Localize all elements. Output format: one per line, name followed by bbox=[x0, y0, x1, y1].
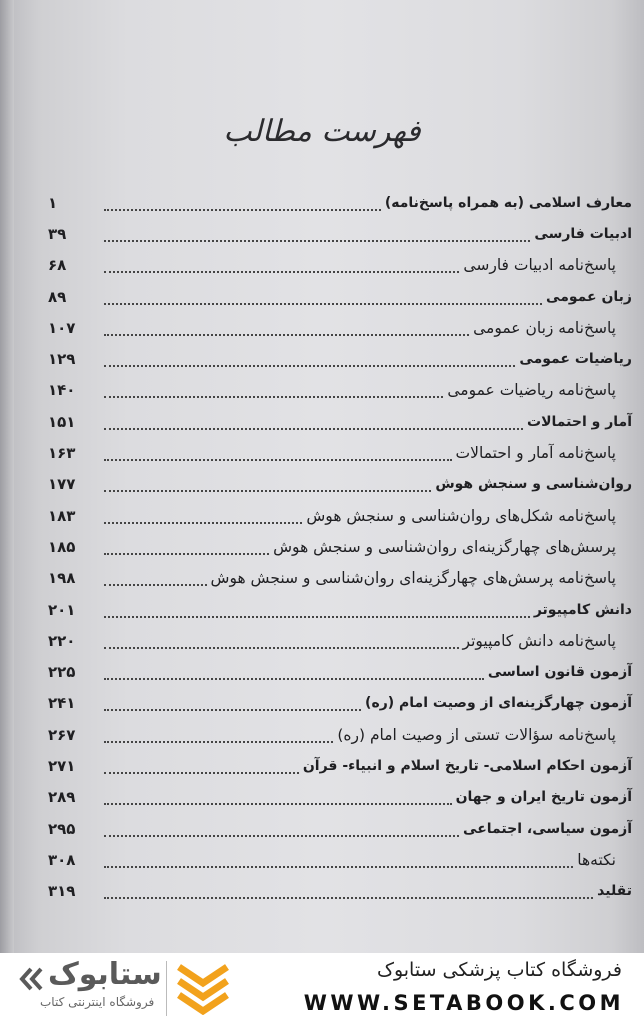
toc-page-number: ۳۰۸ bbox=[48, 850, 76, 869]
toc-row bbox=[48, 876, 632, 907]
toc-row bbox=[48, 813, 632, 844]
toc-label: ریاضیات عمومی bbox=[519, 351, 632, 368]
toc-page-number: ۱۵۱ bbox=[48, 412, 76, 431]
toc-page-number: ۱۴۰ bbox=[48, 381, 76, 400]
toc-row bbox=[48, 656, 632, 687]
toc-label: پاسخ‌نامه سؤالات تستی از وصیت امام (ره) bbox=[337, 725, 616, 744]
toc-row bbox=[48, 218, 632, 249]
toc-label: آمار و احتمالات bbox=[527, 413, 632, 430]
toc-label: پاسخ‌نامه دانش کامپیوتر bbox=[462, 631, 616, 650]
toc-row bbox=[48, 406, 632, 437]
toc-row bbox=[48, 750, 632, 781]
toc-page-number: ۲۷۱ bbox=[48, 756, 76, 775]
leader-dots bbox=[104, 365, 515, 367]
leader-dots bbox=[104, 897, 593, 899]
chevron-stack-logo-icon bbox=[175, 961, 231, 1015]
brand-wordmark: ستابوک bbox=[48, 957, 162, 992]
toc-page-number: ۲۹۵ bbox=[48, 819, 76, 838]
toc-label: زبان عمومی bbox=[546, 288, 632, 305]
toc-label: دانش کامپیوتر bbox=[533, 601, 632, 618]
leader-dots bbox=[104, 772, 299, 774]
double-chevron-icon bbox=[18, 965, 44, 993]
leader-dots bbox=[104, 428, 523, 430]
leader-dots bbox=[104, 678, 484, 680]
toc-page-number: ۸۹ bbox=[48, 287, 67, 306]
toc-label: ادبیات فارسی bbox=[534, 225, 632, 242]
toc-row bbox=[48, 625, 632, 656]
toc-page-number: ۲۲۰ bbox=[48, 631, 76, 650]
leader-dots bbox=[104, 334, 469, 336]
store-name: فروشگاه کتاب پزشکی ستابوک bbox=[376, 959, 622, 981]
leader-dots bbox=[104, 209, 381, 211]
toc-page-number: ۱۷۷ bbox=[48, 475, 76, 494]
leader-dots bbox=[104, 490, 431, 492]
toc-label: آزمون احکام اسلامی- تاریخ اسلام و انبیاء- قرآن bbox=[302, 757, 632, 774]
leader-dots bbox=[104, 271, 459, 273]
toc-label: پرسش‌های چهارگزینه‌ای روان‌شناسی و سنجش هوش bbox=[273, 537, 616, 556]
toc-row bbox=[48, 437, 632, 468]
toc-row bbox=[48, 500, 632, 531]
toc-row bbox=[48, 782, 632, 813]
leader-dots bbox=[104, 647, 459, 649]
leader-dots bbox=[104, 803, 452, 805]
toc-page-number: ۲۸۹ bbox=[48, 788, 76, 807]
leader-dots bbox=[104, 835, 459, 837]
toc-page-number: ۱۲۹ bbox=[48, 350, 76, 369]
toc-row bbox=[48, 563, 632, 594]
store-footer bbox=[0, 953, 644, 1024]
leader-dots bbox=[104, 459, 452, 461]
leader-dots bbox=[104, 584, 207, 586]
toc-label: آزمون تاریخ ایران و جهان bbox=[455, 789, 632, 806]
toc-label: پاسخ‌نامه پرسش‌های چهارگزینه‌ای روان‌شناسی و سنجش هوش bbox=[210, 569, 616, 588]
toc-page-number: ۲۴۱ bbox=[48, 694, 76, 713]
toc-page-number: ۲۲۵ bbox=[48, 663, 76, 682]
toc-row bbox=[48, 531, 632, 562]
store-url: WWW.SETABOOK.COM bbox=[303, 991, 624, 1015]
leader-dots bbox=[104, 396, 443, 398]
toc-label: پاسخ‌نامه شکل‌های روان‌شناسی و سنجش هوش bbox=[306, 506, 616, 525]
toc-page-number: ۲۰۱ bbox=[48, 600, 76, 619]
leader-dots bbox=[104, 303, 542, 305]
toc-label: نکته‌ها bbox=[577, 850, 616, 869]
toc-label: پاسخ‌نامه زبان عمومی bbox=[473, 318, 616, 337]
leader-dots bbox=[104, 741, 333, 743]
toc-label: معارف اسلامی (به همراه پاسخ‌نامه) bbox=[384, 194, 632, 211]
toc-label: پاسخ‌نامه آمار و احتمالات bbox=[455, 444, 616, 463]
page-title: فهرست مطالب bbox=[223, 114, 421, 149]
toc-row bbox=[48, 844, 632, 875]
toc-row bbox=[48, 719, 632, 750]
leader-dots bbox=[104, 709, 361, 711]
brand-tagline: فروشگاه اینترنتی کتاب bbox=[40, 995, 155, 1009]
toc-page-number: ۱۰۷ bbox=[48, 318, 76, 337]
toc-page-number: ۳۹ bbox=[48, 224, 67, 243]
toc-page-number: ۱ bbox=[48, 193, 58, 212]
toc-label: آزمون چهارگزینه‌ای از وصیت امام (ره) bbox=[365, 695, 632, 712]
toc-page-number: ۳۱۹ bbox=[48, 882, 76, 901]
toc-page-number: ۶۸ bbox=[48, 256, 67, 275]
toc-row bbox=[48, 594, 632, 625]
toc-label: تقلید bbox=[597, 883, 632, 900]
toc-page-number: ۱۶۳ bbox=[48, 444, 76, 463]
toc-page-number: ۲۶۷ bbox=[48, 725, 76, 744]
toc-page-number: ۱۹۸ bbox=[48, 569, 76, 588]
toc-row bbox=[48, 250, 632, 281]
toc-label: پاسخ‌نامه ریاضیات عمومی bbox=[447, 381, 616, 400]
toc-page-number: ۱۸۵ bbox=[48, 537, 76, 556]
leader-dots bbox=[104, 240, 530, 242]
toc-row bbox=[48, 688, 632, 719]
toc-page-number: ۱۸۳ bbox=[48, 506, 76, 525]
leader-dots bbox=[104, 866, 573, 868]
leader-dots bbox=[104, 522, 302, 524]
leader-dots bbox=[104, 553, 269, 555]
toc-row bbox=[48, 187, 632, 218]
toc-row bbox=[48, 343, 632, 374]
toc-row bbox=[48, 375, 632, 406]
toc-row bbox=[48, 469, 632, 500]
toc-label: آزمون سیاسی، اجتماعی bbox=[463, 820, 632, 837]
toc-label: پاسخ‌نامه ادبیات فارسی bbox=[463, 256, 616, 275]
toc-label: آزمون قانون اساسی bbox=[487, 664, 632, 681]
logo-divider bbox=[166, 961, 167, 1016]
leader-dots bbox=[104, 616, 530, 618]
table-of-contents bbox=[48, 187, 632, 907]
toc-row bbox=[48, 281, 632, 312]
toc-label: روان‌شناسی و سنجش هوش bbox=[435, 476, 632, 493]
toc-row bbox=[48, 312, 632, 343]
